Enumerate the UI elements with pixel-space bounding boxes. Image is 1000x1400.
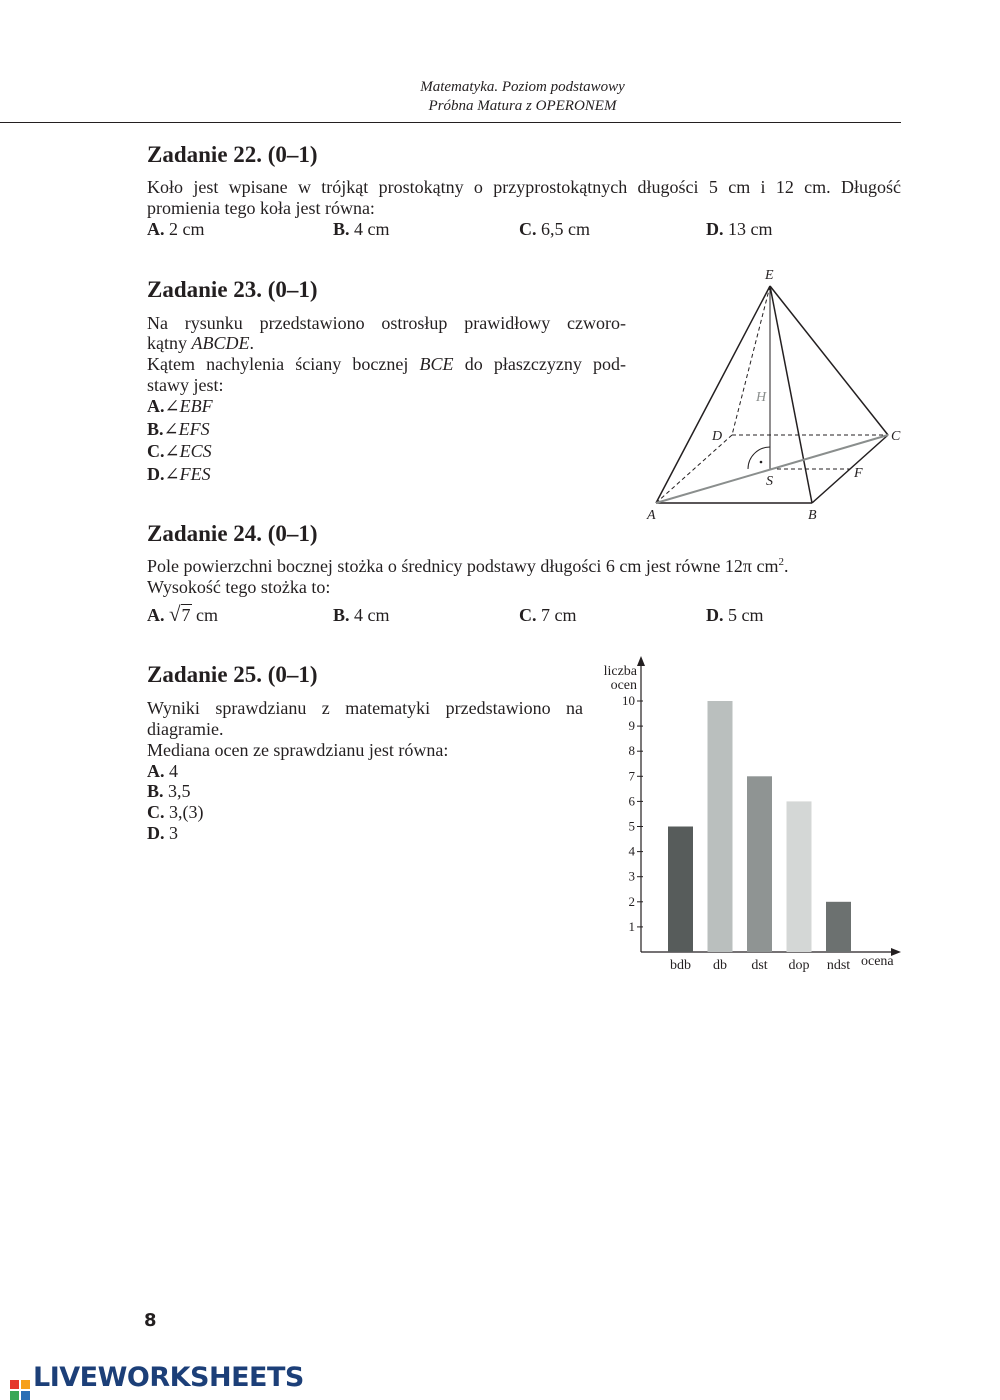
task24-option-a[interactable]: A. √7 cm — [147, 602, 219, 626]
category-label-bdb: bdb — [670, 958, 691, 973]
category-label-ndst: ndst — [826, 958, 851, 973]
task23-option-d[interactable]: D.∠FES — [147, 464, 211, 484]
label-b: B — [808, 508, 817, 523]
task22-option-a[interactable]: A. 2 cm — [147, 219, 205, 239]
task23-line3: Kątem nachylenia ściany bocznej BCE do płaszczyzny pod- — [147, 354, 626, 374]
bar-dst — [747, 776, 772, 952]
header-line-2: Próbna Matura z OPERONEM — [428, 98, 617, 114]
label-c: C — [891, 429, 901, 444]
task25-option-a[interactable]: A. 4 — [147, 761, 178, 781]
y-tick-label: 3 — [628, 868, 635, 884]
liveworksheets-logo[interactable] — [10, 1362, 304, 1400]
task22-option-b[interactable]: B. 4 cm — [333, 219, 390, 239]
task23-option-b[interactable]: B.∠EFS — [147, 419, 210, 439]
task22-option-d[interactable]: D. 13 cm — [706, 219, 773, 239]
task23-option-c[interactable]: C.∠ECS — [147, 441, 212, 461]
logo-square-red — [10, 1380, 19, 1389]
y-tick-label: 1 — [628, 918, 635, 934]
radicand: 7 — [181, 605, 191, 625]
category-label-db: db — [713, 958, 727, 973]
task23-title: Zadanie 23. (0–1) — [147, 277, 318, 302]
edge-ea — [656, 286, 770, 503]
y-tick-label: 7 — [628, 768, 635, 784]
y-tick-label: 6 — [628, 793, 635, 809]
task25-option-b[interactable]: B. 3,5 — [147, 781, 191, 801]
y-axis-label-line2: ocen — [610, 678, 637, 693]
bar-db — [708, 701, 733, 952]
right-angle-dot — [760, 461, 763, 464]
right-angle-mark — [748, 447, 770, 469]
y-tick-label: 9 — [628, 718, 635, 734]
category-label-dst: dst — [751, 958, 768, 973]
bar-ndst — [826, 902, 851, 952]
logo-square-orange — [21, 1380, 30, 1389]
pyramid-figure — [640, 262, 910, 524]
logo-square-green — [10, 1391, 19, 1400]
label-h: H — [756, 390, 767, 405]
label-d: D — [712, 429, 723, 444]
label-a: A — [647, 508, 656, 523]
task22-text-line2: promienia tego koła jest równa: — [147, 198, 375, 218]
task25-line1: Wyniki sprawdzianu z matematyki przedstawiono na — [147, 698, 583, 718]
x-axis-label: ocena — [861, 954, 894, 969]
edge-eb — [770, 286, 812, 503]
task24-title: Zadanie 24. (0–1) — [147, 521, 318, 546]
liveworksheets-wordmark: LIVEWORKSHEETS — [33, 1362, 304, 1393]
task24-option-b[interactable]: B. 4 cm — [333, 605, 390, 625]
label-s: S — [766, 474, 773, 489]
task25-title: Zadanie 25. (0–1) — [147, 662, 318, 687]
task24-line1: Pole powierzchni bocznej stożka o średnicy podstawy długości 6 cm jest równe 12π $cm^2$. — [147, 556, 789, 576]
y-tick-label: 8 — [628, 743, 635, 759]
bar-dop — [787, 801, 812, 952]
edge-ed-hidden — [732, 286, 770, 435]
category-label-dop: dop — [788, 958, 810, 973]
task22-option-c[interactable]: C. 6,5 cm — [519, 219, 590, 239]
header-line-1: Matematyka. Poziom podstawowy — [420, 79, 625, 95]
task22-title: Zadanie 22. (0–1) — [147, 142, 318, 167]
sqrt-sign: √ — [169, 602, 181, 626]
task23-line4: stawy jest: — [147, 375, 224, 395]
bar-bdb — [668, 827, 693, 953]
task25-line3: Mediana ocen ze sprawdzianu jest równa: — [147, 740, 449, 760]
logo-square-blue — [21, 1391, 30, 1400]
task25-line2: diagramie. — [147, 719, 224, 739]
y-axis-label-line1: liczba — [603, 664, 637, 679]
task24-line2: Wysokość tego stożka to: — [147, 577, 331, 597]
task23-option-a[interactable]: A.∠EBF — [147, 396, 213, 416]
task24-option-c[interactable]: C. 7 cm — [519, 605, 577, 625]
task25-option-c[interactable]: C. 3,(3) — [147, 802, 204, 822]
page-number: 8 — [144, 1310, 157, 1331]
liveworksheets-icon — [10, 1380, 30, 1400]
edge-ec — [770, 286, 888, 435]
label-f: F — [854, 466, 863, 481]
task22-text-line1: Koło jest wpisane w trójkąt prostokątny o przyprostokątnych długości 5 cm i 12 cm. Długość — [147, 177, 901, 197]
y-tick-label: 4 — [628, 843, 635, 859]
label-e: E — [765, 268, 774, 283]
task23-line1: Na rysunku przedstawiono ostrosłup prawidłowy czworo- — [147, 313, 626, 333]
y-tick-label: 10 — [622, 693, 635, 708]
task23-line2: kątny ABCDE. — [147, 333, 254, 353]
y-tick-label: 5 — [628, 818, 635, 834]
grades-bar-chart — [595, 652, 905, 982]
header-rule — [0, 122, 901, 123]
task24-option-d[interactable]: D. 5 cm — [706, 605, 764, 625]
y-axis-arrow — [637, 656, 645, 666]
task25-option-d[interactable]: D. 3 — [147, 823, 178, 843]
y-tick-label: 2 — [628, 893, 635, 909]
